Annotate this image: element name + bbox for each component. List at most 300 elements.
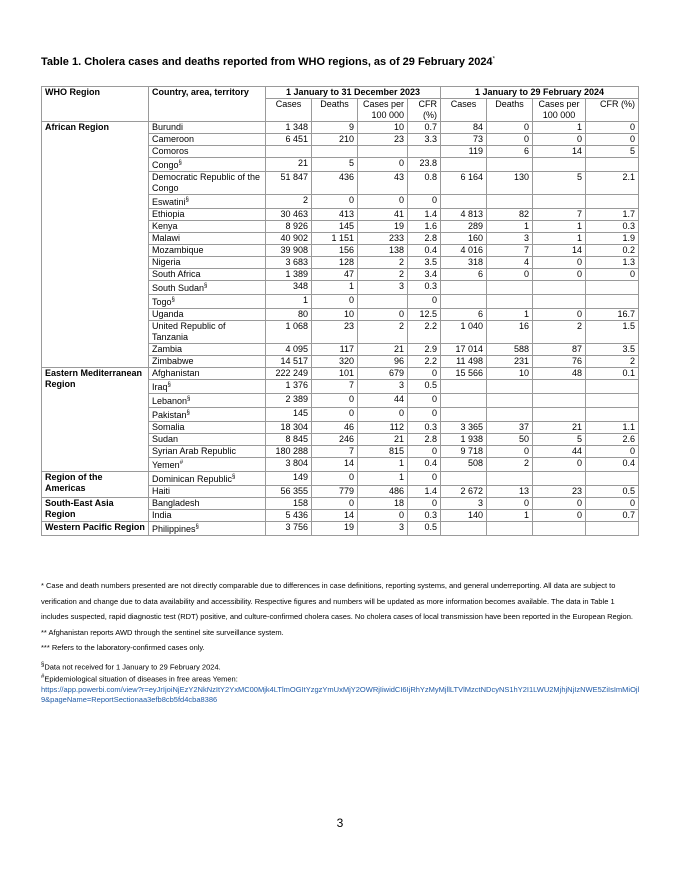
country-name [149, 295, 266, 309]
cell-c23: 348 [266, 281, 312, 295]
country-name [149, 122, 266, 134]
header-cases-2024: Cases [441, 99, 487, 122]
cell-c23: 222 249 [266, 368, 312, 380]
cell-p23: 0 [358, 510, 408, 522]
cell-p24: 14 [533, 146, 586, 158]
cell-p24 [533, 408, 586, 422]
country-name [149, 221, 266, 233]
cell-p24 [533, 295, 586, 309]
cell-f23: 0 [408, 195, 441, 209]
cell-f23: 0 [408, 295, 441, 309]
cell-p23: 21 [358, 344, 408, 356]
cell-p23: 18 [358, 498, 408, 510]
cell-d23: 47 [312, 269, 358, 281]
cell-p24: 76 [533, 356, 586, 368]
country-name [149, 134, 266, 146]
country-label: Uganda [152, 309, 184, 319]
cell-c24 [441, 295, 487, 309]
header-cases-2023: Cases [266, 99, 312, 122]
cell-c24: 160 [441, 233, 487, 245]
country-label: Cameroon [152, 134, 195, 144]
cell-f23: 2.8 [408, 233, 441, 245]
country-name [149, 257, 266, 269]
cell-f24 [586, 522, 639, 536]
cell-f23: 0 [408, 408, 441, 422]
region-name: Western Pacific Region [42, 522, 149, 536]
country-label: Nigeria [152, 257, 181, 267]
cell-f24: 16.7 [586, 309, 639, 321]
table-row [42, 472, 639, 486]
cell-c24: 119 [441, 146, 487, 158]
cell-d23: 210 [312, 134, 358, 146]
table-title: Table 1. Cholera cases and deaths reported from WHO regions, as of 29 February 2024* [41, 56, 495, 68]
cell-c23: 3 756 [266, 522, 312, 536]
header-cfr-2024: CFR (%) [586, 99, 639, 122]
cell-p23: 1 [358, 472, 408, 486]
country-label: United Republic of Tanzania [152, 321, 226, 342]
country-label: Bangladesh [152, 498, 200, 508]
cell-d24: 6 [487, 146, 533, 158]
cell-f23: 0.3 [408, 510, 441, 522]
cell-d24: 3 [487, 233, 533, 245]
country-label: Eswatini [152, 197, 186, 207]
cell-d23: 0 [312, 472, 358, 486]
cell-c24 [441, 158, 487, 172]
header-per100-2023: Cases per 100 000 [358, 99, 408, 122]
cell-p23: 233 [358, 233, 408, 245]
cell-f23: 0.7 [408, 122, 441, 134]
cell-p24: 0 [533, 458, 586, 472]
cell-c24 [441, 522, 487, 536]
cell-p24: 44 [533, 446, 586, 458]
cell-c23: 149 [266, 472, 312, 486]
cell-f23: 1.4 [408, 486, 441, 498]
country-label: Democratic Republic of the Congo [152, 172, 261, 193]
cell-d23: 145 [312, 221, 358, 233]
cell-c23: 1 376 [266, 380, 312, 394]
cell-f23 [408, 146, 441, 158]
cell-p23: 3 [358, 522, 408, 536]
cell-p23: 138 [358, 245, 408, 257]
cell-p23: 2 [358, 257, 408, 269]
country-name [149, 309, 266, 321]
country-name [149, 195, 266, 209]
footnote-section: §Data not received for 1 January to 29 February 2024. [41, 661, 221, 671]
cell-p24: 0 [533, 257, 586, 269]
header-cfr-2023: CFR (%) [408, 99, 441, 122]
cell-c24: 3 365 [441, 422, 487, 434]
cell-d23: 9 [312, 122, 358, 134]
cell-d24 [487, 472, 533, 486]
cell-c23: 1 068 [266, 321, 312, 344]
cell-p24: 1 [533, 221, 586, 233]
country-name [149, 158, 266, 172]
cell-p23 [358, 146, 408, 158]
cell-c24: 6 164 [441, 172, 487, 195]
cell-d23: 7 [312, 446, 358, 458]
cell-d24: 10 [487, 368, 533, 380]
cell-p23: 10 [358, 122, 408, 134]
cell-p24: 23 [533, 486, 586, 498]
cell-c23: 2 [266, 195, 312, 209]
country-label: Togo [152, 297, 172, 307]
cell-f24: 5 [586, 146, 639, 158]
cell-c24: 289 [441, 221, 487, 233]
cell-c24 [441, 394, 487, 408]
cell-f23: 12.5 [408, 309, 441, 321]
cell-f24: 2.1 [586, 172, 639, 195]
cell-p23: 0 [358, 408, 408, 422]
cell-f24 [586, 295, 639, 309]
cell-d23: 46 [312, 422, 358, 434]
cell-p23: 41 [358, 209, 408, 221]
country-name [149, 522, 266, 536]
cell-p23: 0 [358, 158, 408, 172]
country-label: Malawi [152, 233, 181, 243]
country-name [149, 321, 266, 344]
header-country: Country, area, territory [149, 87, 266, 122]
country-name [149, 380, 266, 394]
cell-p23: 679 [358, 368, 408, 380]
cell-d23: 0 [312, 408, 358, 422]
cell-p24: 0 [533, 498, 586, 510]
cell-d23: 10 [312, 309, 358, 321]
cell-f24: 1.7 [586, 209, 639, 221]
cell-d24: 2 [487, 458, 533, 472]
cell-d24: 0 [487, 269, 533, 281]
cell-p23: 19 [358, 221, 408, 233]
cell-p24 [533, 380, 586, 394]
country-name [149, 344, 266, 356]
country-label: Philippines [152, 524, 196, 534]
cell-d23: 320 [312, 356, 358, 368]
cell-p23: 815 [358, 446, 408, 458]
country-label: Yemen [152, 460, 180, 470]
header-period-2023: 1 January to 31 December 2023 [266, 87, 441, 99]
cell-p24 [533, 472, 586, 486]
cell-p23: 96 [358, 356, 408, 368]
region-name: African Region [42, 122, 149, 368]
cholera-table [41, 86, 639, 536]
cell-c23: 8 845 [266, 434, 312, 446]
region-name: South-East Asia Region [42, 498, 149, 522]
cell-d24: 1 [487, 510, 533, 522]
cell-p24 [533, 158, 586, 172]
country-label: Zimbabwe [152, 356, 194, 366]
cell-f23: 1.4 [408, 209, 441, 221]
cell-c24: 140 [441, 510, 487, 522]
header-deaths-2024: Deaths [487, 99, 533, 122]
cell-c24: 15 566 [441, 368, 487, 380]
cell-c24: 6 [441, 269, 487, 281]
cell-c23: 39 908 [266, 245, 312, 257]
table-row [42, 498, 639, 510]
cell-f24 [586, 408, 639, 422]
cell-d23: 0 [312, 195, 358, 209]
cell-p24: 48 [533, 368, 586, 380]
country-name [149, 269, 266, 281]
cell-f23: 3.4 [408, 269, 441, 281]
cell-c23: 1 389 [266, 269, 312, 281]
cell-p23: 44 [358, 394, 408, 408]
cell-f24: 0.4 [586, 458, 639, 472]
cell-p24 [533, 394, 586, 408]
cell-c24: 4 016 [441, 245, 487, 257]
country-label: Zambia [152, 344, 183, 354]
cell-f24: 0 [586, 134, 639, 146]
header-period-2024: 1 January to 29 February 2024 [441, 87, 639, 99]
footnote-mark: § [186, 410, 190, 416]
cell-c24: 11 498 [441, 356, 487, 368]
cell-d23: 128 [312, 257, 358, 269]
country-name [149, 245, 266, 257]
country-name [149, 233, 266, 245]
header-region: WHO Region [42, 87, 149, 122]
footnote-mark: § [195, 524, 199, 530]
cell-f24: 0.1 [586, 368, 639, 380]
country-name [149, 434, 266, 446]
cell-f23: 2.2 [408, 321, 441, 344]
cell-p23: 0 [358, 309, 408, 321]
cell-p24: 0 [533, 269, 586, 281]
cell-p24: 1 [533, 233, 586, 245]
cell-d24 [487, 522, 533, 536]
cell-c24: 17 014 [441, 344, 487, 356]
cell-f23: 0 [408, 472, 441, 486]
cell-d24: 0 [487, 122, 533, 134]
cell-d23: 0 [312, 295, 358, 309]
cell-d23: 436 [312, 172, 358, 195]
cell-d24: 0 [487, 446, 533, 458]
cell-c24: 3 [441, 498, 487, 510]
table-row [42, 522, 639, 536]
cell-d24: 1 [487, 221, 533, 233]
cell-f23: 0 [408, 498, 441, 510]
country-name [149, 458, 266, 472]
cell-c24 [441, 408, 487, 422]
cell-c23: 6 451 [266, 134, 312, 146]
cell-d23 [312, 146, 358, 158]
cell-d24: 13 [487, 486, 533, 498]
country-label: India [152, 510, 172, 520]
cell-p24: 1 [533, 122, 586, 134]
country-label: Haiti [152, 486, 171, 496]
cell-d23: 0 [312, 498, 358, 510]
cell-p24: 2 [533, 321, 586, 344]
cell-f23: 23.8 [408, 158, 441, 172]
cell-d24: 0 [487, 134, 533, 146]
cell-p23: 1 [358, 458, 408, 472]
cell-c23: 1 348 [266, 122, 312, 134]
cell-c23: 51 847 [266, 172, 312, 195]
cell-c24: 84 [441, 122, 487, 134]
cell-d23: 413 [312, 209, 358, 221]
cell-f24 [586, 472, 639, 486]
cell-f24: 3.5 [586, 344, 639, 356]
country-label: Dominican Republic [152, 474, 233, 484]
cell-c23: 40 902 [266, 233, 312, 245]
cell-c24: 508 [441, 458, 487, 472]
cell-d24 [487, 158, 533, 172]
cell-c24 [441, 472, 487, 486]
footnote-mark: § [204, 283, 208, 289]
cell-p24: 7 [533, 209, 586, 221]
cell-c23 [266, 146, 312, 158]
table-row [42, 368, 639, 380]
footnote-triple: *** Refers to the laboratory-confirmed cases only. [41, 643, 205, 652]
footnote-mark: § [171, 297, 175, 303]
cell-p24 [533, 522, 586, 536]
cell-c23: 4 095 [266, 344, 312, 356]
cell-d24: 1 [487, 309, 533, 321]
cell-f23: 0 [408, 446, 441, 458]
cell-d23: 0 [312, 394, 358, 408]
cell-p23: 21 [358, 434, 408, 446]
cell-c24: 318 [441, 257, 487, 269]
cell-d24: 588 [487, 344, 533, 356]
cell-c24: 2 672 [441, 486, 487, 498]
country-name [149, 446, 266, 458]
cell-c23: 180 288 [266, 446, 312, 458]
footnotes [41, 578, 641, 705]
footnote-mark: # [179, 460, 184, 466]
cell-c23: 1 [266, 295, 312, 309]
cell-c23: 14 517 [266, 356, 312, 368]
footnote-star: * Case and death numbers presented are not directly comparable due to differences in case definitions, reporting systems, and general underreporting. All data are subject to verification and change due to data availability and accessibility. Respective figures and numbers will be updated as more information becomes available. The data in Table 1 includes suspected, rapid diagnostic test (RDT) positive, and culture-confirmed cholera cases. No cholera cases of local transmission have been reported in the European Region. [41, 581, 633, 621]
cell-c24 [441, 281, 487, 295]
header-per100-2024: Cases per 100 000 [533, 99, 586, 122]
cell-p24 [533, 195, 586, 209]
cell-f23: 1.6 [408, 221, 441, 233]
cell-d24: 0 [487, 498, 533, 510]
country-label: Somalia [152, 422, 185, 432]
cell-f24: 1.5 [586, 321, 639, 344]
country-label: Pakistan [152, 410, 187, 420]
cell-d24 [487, 380, 533, 394]
table-body [42, 122, 639, 536]
cell-f24: 0 [586, 269, 639, 281]
cell-f23: 3.5 [408, 257, 441, 269]
cell-d23: 1 [312, 281, 358, 295]
cell-f24 [586, 158, 639, 172]
cell-f24: 0.2 [586, 245, 639, 257]
cell-d24: 16 [487, 321, 533, 344]
cell-c23: 8 926 [266, 221, 312, 233]
footnote-mark: § [187, 396, 191, 402]
cell-p24: 14 [533, 245, 586, 257]
yemen-link[interactable]: https://app.powerbi.com/view?r=eyJrIjoiNjEzY2NkNzItY2YxMC00Mjk4LTlmOGItYzgzYmUxMjY2OWRjIiwidCI6IjRhYzMyMjllLTVlMzctNDcyNS1hY2I1LWU2MjhjNjIzNWE5ZiIsImMiOjl9&pageName=ReportSectionaa3efb8cb5fd4cba8386 [41, 684, 640, 704]
cell-c24: 4 813 [441, 209, 487, 221]
cell-f23: 0 [408, 368, 441, 380]
cell-p23: 23 [358, 134, 408, 146]
cell-p23: 2 [358, 321, 408, 344]
cell-c23: 30 463 [266, 209, 312, 221]
header-deaths-2023: Deaths [312, 99, 358, 122]
cell-d24: 50 [487, 434, 533, 446]
cell-f23: 0.5 [408, 522, 441, 536]
cell-f24 [586, 195, 639, 209]
cell-p23: 0 [358, 195, 408, 209]
region-name: Eastern Mediterranean Region [42, 368, 149, 472]
cell-f24 [586, 394, 639, 408]
cell-p23: 486 [358, 486, 408, 498]
country-name [149, 394, 266, 408]
cell-d23: 117 [312, 344, 358, 356]
footnote-mark: § [185, 197, 189, 203]
cell-c23: 5 436 [266, 510, 312, 522]
cell-d23: 1 151 [312, 233, 358, 245]
cell-d24: 231 [487, 356, 533, 368]
cell-d24 [487, 394, 533, 408]
cell-d23: 779 [312, 486, 358, 498]
cell-c23: 145 [266, 408, 312, 422]
cell-f23: 2.2 [408, 356, 441, 368]
country-label: Comoros [152, 146, 189, 156]
cell-d24: 7 [487, 245, 533, 257]
country-name [149, 408, 266, 422]
cell-f24: 1.9 [586, 233, 639, 245]
cell-c23: 18 304 [266, 422, 312, 434]
cell-f23: 0.4 [408, 458, 441, 472]
cell-d24: 4 [487, 257, 533, 269]
cell-c23: 56 355 [266, 486, 312, 498]
country-label: South Africa [152, 269, 201, 279]
country-name [149, 368, 266, 380]
cell-p23: 3 [358, 281, 408, 295]
cell-f23: 2.9 [408, 344, 441, 356]
cell-p23 [358, 295, 408, 309]
cell-f24 [586, 380, 639, 394]
table-row [42, 122, 639, 134]
cell-f24: 0.7 [586, 510, 639, 522]
cell-p24: 0 [533, 134, 586, 146]
cell-d23: 5 [312, 158, 358, 172]
cell-f24: 2.6 [586, 434, 639, 446]
cell-p24: 0 [533, 510, 586, 522]
cell-f23: 0.5 [408, 380, 441, 394]
cell-d23: 14 [312, 510, 358, 522]
country-label: Mozambique [152, 245, 204, 255]
cell-f23: 3.3 [408, 134, 441, 146]
country-name [149, 510, 266, 522]
cell-p24 [533, 281, 586, 295]
cell-d23: 101 [312, 368, 358, 380]
cell-d24: 37 [487, 422, 533, 434]
country-label: Sudan [152, 434, 179, 444]
country-name [149, 486, 266, 498]
country-label: Afghanistan [152, 368, 200, 378]
cell-c23: 2 389 [266, 394, 312, 408]
cell-d24 [487, 281, 533, 295]
country-name [149, 356, 266, 368]
cell-f24 [586, 281, 639, 295]
cell-d23: 14 [312, 458, 358, 472]
cell-f24: 1.3 [586, 257, 639, 269]
cell-f24: 1.1 [586, 422, 639, 434]
footnote-mark: § [178, 160, 182, 166]
cell-f24: 0 [586, 122, 639, 134]
cell-c24: 73 [441, 134, 487, 146]
cell-f24: 2 [586, 356, 639, 368]
cell-p24: 87 [533, 344, 586, 356]
country-label: Congo [152, 160, 179, 170]
cell-f23: 2.8 [408, 434, 441, 446]
country-label: Iraq [152, 382, 168, 392]
cell-c23: 3 683 [266, 257, 312, 269]
cell-d24 [487, 195, 533, 209]
country-label: Syrian Arab Republic [152, 446, 237, 456]
cell-c24: 6 [441, 309, 487, 321]
